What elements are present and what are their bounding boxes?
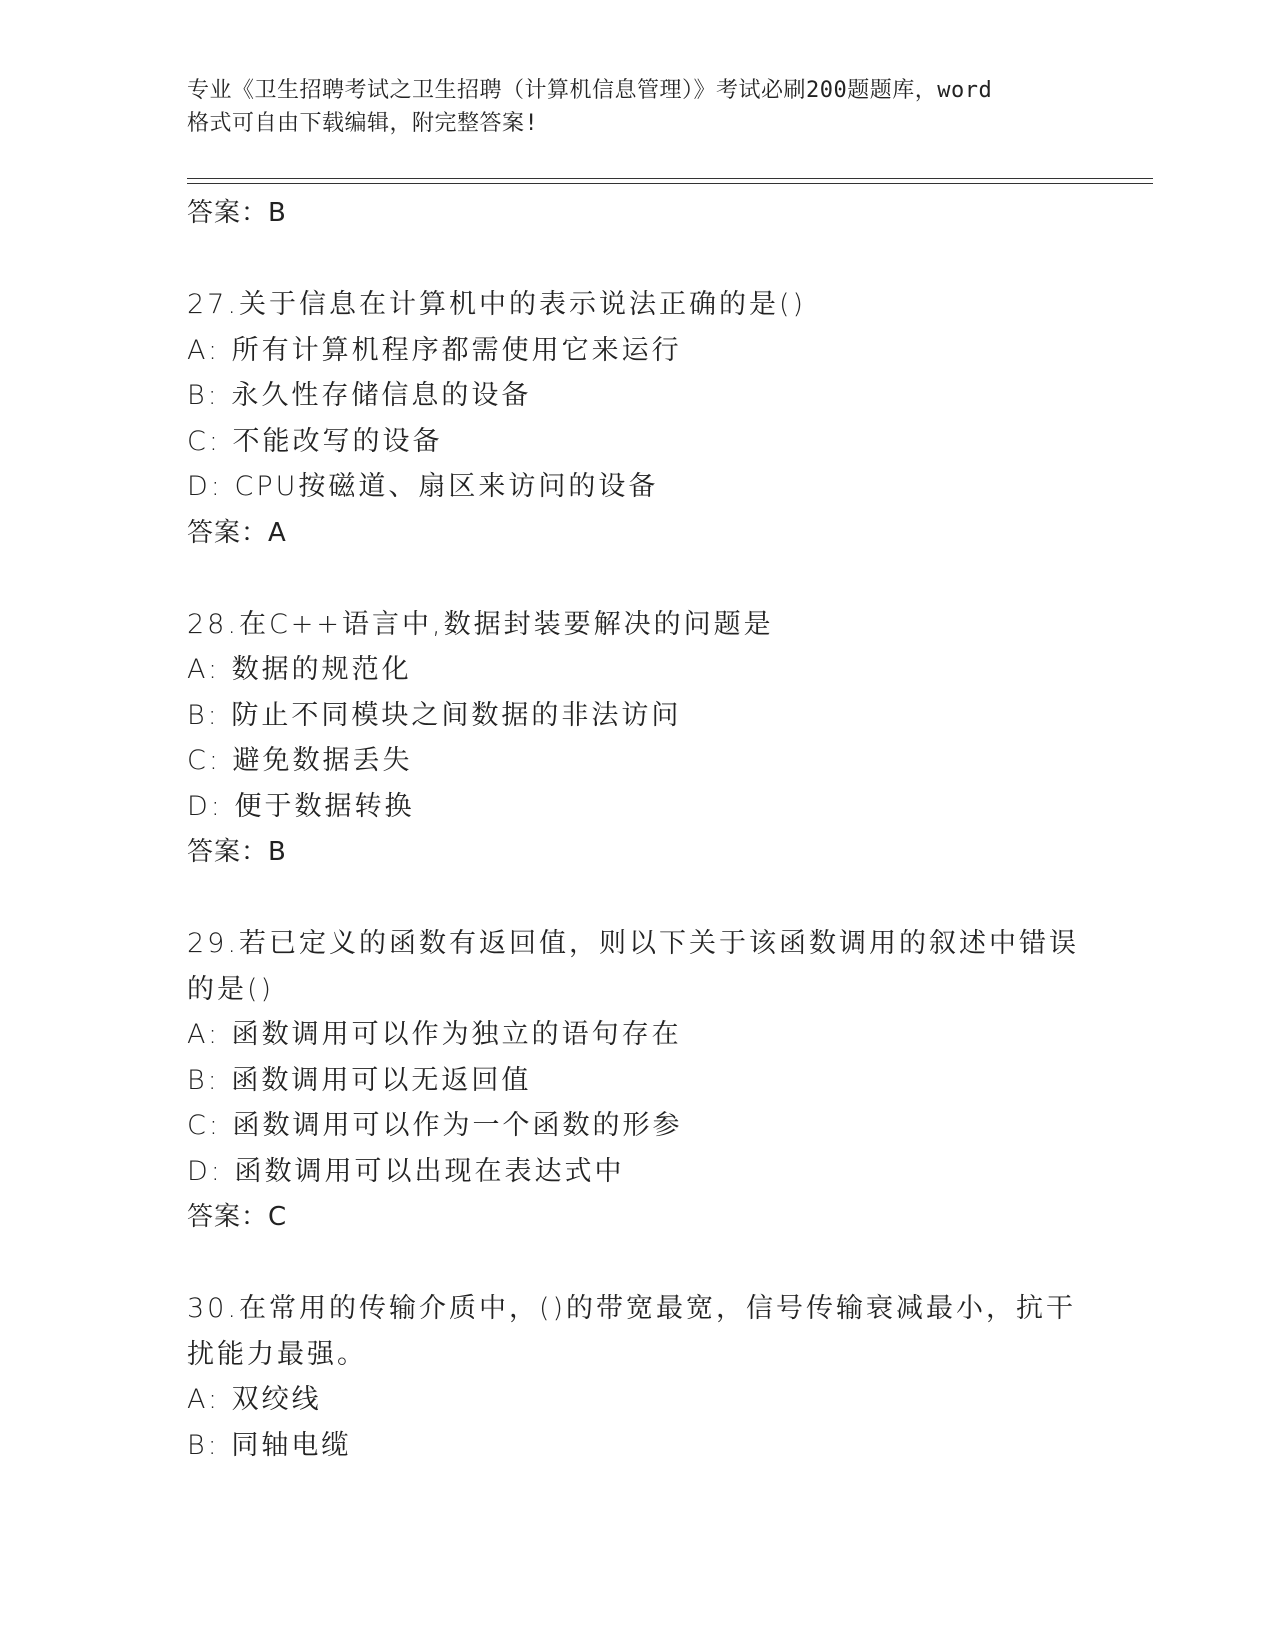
- header-divider-top: [187, 178, 1153, 179]
- option-c: C: 函数调用可以作为一个函数的形参: [187, 1110, 683, 1141]
- header-divider-bottom: [187, 183, 1153, 184]
- question-block-30: [187, 1286, 1087, 1468]
- option-d: D: 函数调用可以出现在表达式中: [187, 1155, 625, 1187]
- question-stem: 28.在C++语言中,数据封装要解决的问题是: [187, 608, 774, 640]
- header-line-2: 格式可自由下载编辑，附完整答案!: [187, 111, 539, 136]
- option-a: A: 所有计算机程序都需使用它来运行: [187, 334, 682, 366]
- question-stem: 27.关于信息在计算机中的表示说法正确的是(): [187, 289, 807, 320]
- option-d: D: 便于数据转换: [187, 790, 415, 822]
- question-stem: 29.若已定义的函数有返回值，则以下关于该函数调用的叙述中错误的是(): [187, 928, 1079, 1005]
- option-b: B: 同轴电缆: [187, 1429, 352, 1461]
- answer-line: 答案：B: [187, 837, 287, 867]
- option-a: A: 双绞线: [187, 1384, 322, 1415]
- header-line-1: 专业《卫生招聘考试之卫生招聘（计算机信息管理）》考试必刷200题题库，word: [187, 78, 993, 103]
- question-block-27: [187, 282, 1087, 556]
- option-b: B: 函数调用可以无返回值: [187, 1064, 532, 1096]
- question-list: [187, 190, 1087, 1468]
- answer-line: 答案：C: [187, 1202, 288, 1232]
- option-c: C: 不能改写的设备: [187, 425, 443, 457]
- answer-line: 答案：B: [187, 198, 287, 228]
- answer-line: 答案：A: [187, 517, 287, 548]
- option-b: B: 永久性存储信息的设备: [187, 380, 532, 411]
- question-block-29: [187, 921, 1087, 1240]
- question-stem: 30.在常用的传输介质中，()的带宽最宽，信号传输衰减最小，抗干扰能力最强。: [187, 1293, 1077, 1370]
- option-d: D: CPU按磁道、扇区来访问的设备: [187, 471, 659, 502]
- question-block-28: [187, 602, 1087, 876]
- document-header: [187, 74, 1087, 140]
- option-a: A: 数据的规范化: [187, 654, 412, 685]
- option-a: A: 函数调用可以作为独立的语句存在: [187, 1019, 682, 1050]
- option-b: B: 防止不同模块之间数据的非法访问: [187, 699, 682, 731]
- option-c: C: 避免数据丢失: [187, 745, 413, 776]
